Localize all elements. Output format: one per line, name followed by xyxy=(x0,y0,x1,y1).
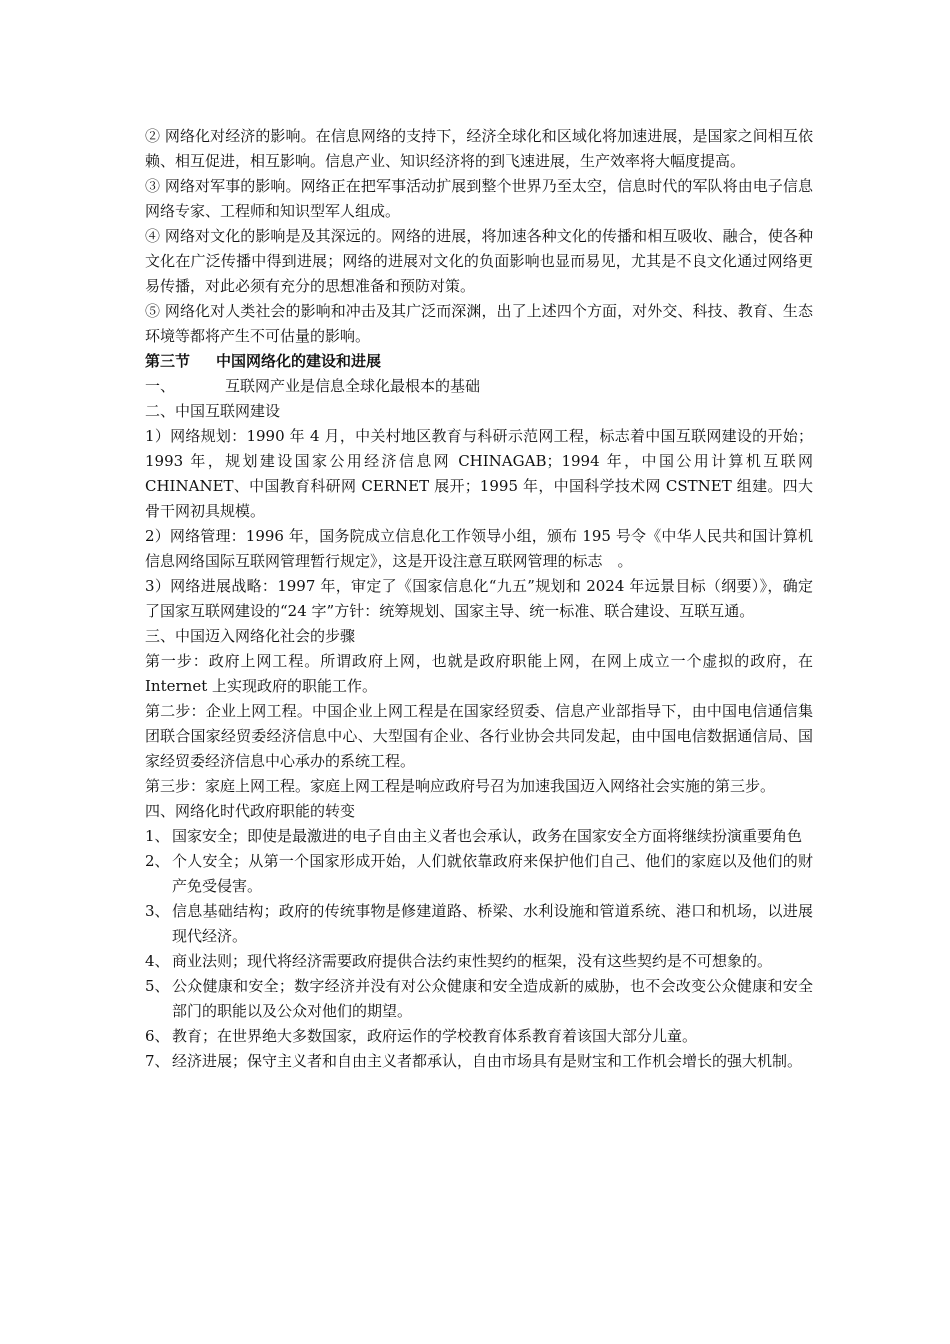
paragraph-society: ⑤ 网络化对人类社会的影响和冲击及其广泛而深渊，出了上述四个方面，对外交、科技、教育、生态环境等都将产生不可估量的影响。 xyxy=(145,302,813,345)
list-item-text: 公众健康和安全；数字经济并没有对公众健康和安全造成新的威胁，也不会改变公众健康和安全部门的职能以及公众对他们的期望。 xyxy=(172,977,813,1020)
list-item-text: 商业法则；现代将经济需要政府提供合法约束性契约的框架，没有这些契约是不可想象的。 xyxy=(172,952,773,970)
subheading-industry-text: 互联网产业是信息全球化最根本的基础 xyxy=(225,377,481,395)
list-item xyxy=(145,974,813,1024)
subheading-industry-number: 一、 xyxy=(145,377,176,395)
list-item-text: 个人安全；从第一个国家形成开始，人们就依靠政府来保护他们自己、他们的家庭以及他们的财产免受侵害。 xyxy=(172,852,813,895)
document-body xyxy=(145,124,813,1074)
paragraph-network-management: 2）网络管理：1996 年，国务院成立信息化工作领导小组，颁布 195 号令《中华人民共和国计算机信息网络国际互联网管理暂行规定》，这是开设注意互联网管理的标志 。 xyxy=(145,527,813,570)
paragraph-military: ③ 网络对军事的影响。网络正在把军事活动扩展到整个世界乃至太空，信息时代的军队将由电子信息网络专家、工程师和知识型军人组成。 xyxy=(145,177,813,220)
list-item-number: 5、 xyxy=(145,977,170,995)
paragraph-economy: ② 网络化对经济的影响。在信息网络的支持下，经济全球化和区域化将加速进展，是国家之间相互依赖、相互促进，相互影响。信息产业、知识经济将的到飞速进展，生产效率将大幅度提高。 xyxy=(145,127,813,170)
subheading-government-functions: 四、网络化时代政府职能的转变 xyxy=(145,802,356,820)
list-item-number: 2、 xyxy=(145,852,170,870)
paragraph-step-1: 第一步：政府上网工程。所谓政府上网，也就是政府职能上网，在网上成立一个虚拟的政府，在 Internet 上实现政府的职能工作。 xyxy=(145,652,813,695)
subheading-industry xyxy=(145,374,813,399)
list-item xyxy=(145,1049,813,1074)
list-item-text: 经济进展；保守主义者和自由主义者都承认，自由市场具有是财宝和工作机会增长的强大机制。 xyxy=(172,1052,803,1070)
list-item xyxy=(145,949,813,974)
list-item xyxy=(145,849,813,899)
list-item-number: 6、 xyxy=(145,1027,170,1045)
list-item-number: 4、 xyxy=(145,952,170,970)
list-item xyxy=(145,824,813,849)
list-item xyxy=(145,1024,813,1049)
section-number: 第三节 xyxy=(145,352,191,370)
paragraph-network-strategy: 3）网络进展战略：1997 年，审定了《国家信息化“九五”规划和 2024 年远景目标（纲要）》，确定了国家互联网建设的“24 字”方针：统筹规划、国家主导、统一标准、联合建设、互联互通。 xyxy=(145,577,813,620)
list-item xyxy=(145,899,813,949)
list-item-text: 信息基础结构；政府的传统事物是修建道路、桥梁、水利设施和管道系统、港口和机场，以进展现代经济。 xyxy=(172,902,813,945)
paragraph-step-3: 第三步：家庭上网工程。家庭上网工程是响应政府号召为加速我国迈入网络社会实施的第三步。 xyxy=(145,777,776,795)
list-item-number: 7、 xyxy=(145,1052,170,1070)
list-item-number: 3、 xyxy=(145,902,170,920)
paragraph-network-planning: 1）网络规划：1990 年 4 月，中关村地区教育与科研示范网工程，标志着中国互联网建设的开始；1993 年，规划建设国家公用经济信息网 CHINAGAB；1994 年，中国公用计算机互联网 CHINANET、中国教育科研网 CERNET 展开；1995 年，中国科学技术网 CSTNET 组建。四大骨干网初具规模。 xyxy=(145,427,813,520)
subheading-steps: 三、中国迈入网络化社会的步骤 xyxy=(145,627,356,645)
list-item-number: 1、 xyxy=(145,827,170,845)
list-item-text: 教育；在世界绝大多数国家，政府运作的学校教育体系教育着该国大部分儿童。 xyxy=(172,1027,698,1045)
subheading-construction: 二、中国互联网建设 xyxy=(145,402,281,420)
section-title: 中国网络化的建设和进展 xyxy=(216,352,382,370)
paragraph-step-2: 第二步：企业上网工程。中国企业上网工程是在国家经贸委、信息产业部指导下，由中国电信通信集团联合国家经贸委经济信息中心、大型国有企业、各行业协会共同发起，由中国电信数据通信局、国家经贸委经济信息中心承办的系统工程。 xyxy=(145,702,813,770)
list-item-text: 国家安全；即使是最激进的电子自由主义者也会承认，政务在国家安全方面将继续扮演重要角色 xyxy=(172,827,803,845)
paragraph-culture: ④ 网络对文化的影响是及其深远的。网络的进展，将加速各种文化的传播和相互吸收、融合，使各种文化在广泛传播中得到进展；网络的进展对文化的负面影响也显而易见，尤其是不良文化通过网络更易传播，对此必须有充分的思想准备和预防对策。 xyxy=(145,227,813,295)
section-heading xyxy=(145,349,813,374)
